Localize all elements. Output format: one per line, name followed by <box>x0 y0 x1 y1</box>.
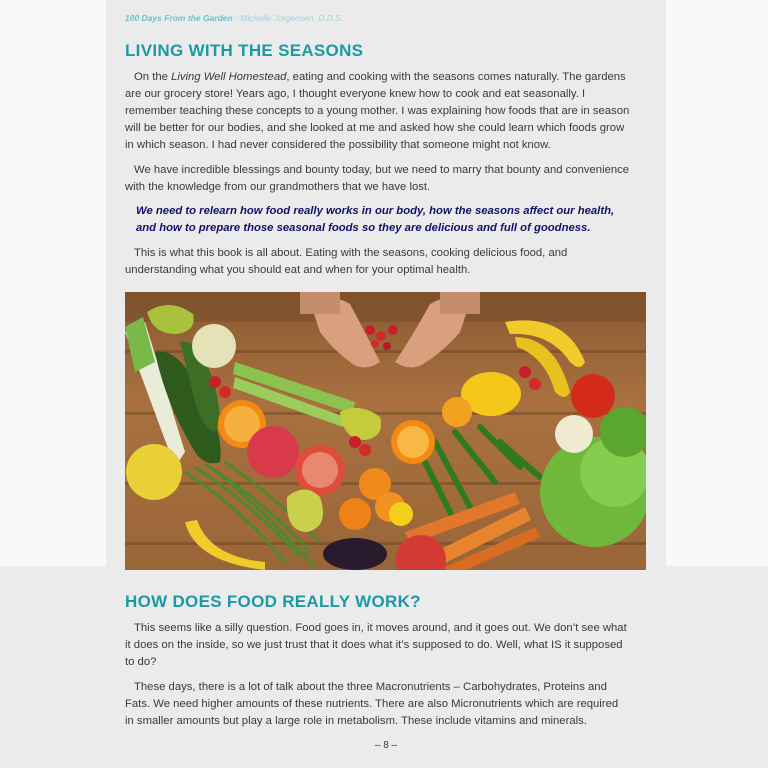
section-heading-seasons: LIVING WITH THE SEASONS <box>125 41 364 60</box>
lime <box>389 502 413 526</box>
book-title: 100 Days From the Garden <box>125 13 233 23</box>
paragraph-book-purpose: This is what this book is all about. Eating with the seasons, cooking delicious food, and understanding what you should eat and when for your optimal health. <box>125 247 568 276</box>
lettuce <box>540 407 646 547</box>
author-name: Michelle Jorgensen, D.D.S. <box>240 13 344 23</box>
vegetables-photo <box>125 292 646 570</box>
book-page <box>106 0 666 768</box>
page-number: – 8 – <box>374 740 398 751</box>
tomato <box>571 374 615 418</box>
running-head <box>125 13 343 23</box>
section-heading-food-work: HOW DOES FOOD REALLY WORK? <box>125 592 421 611</box>
eggplant <box>323 538 387 570</box>
running-head-separator: · <box>235 13 238 23</box>
callout-quote: We need to relearn how food really works in our body, how the seasons affect our health, and how to prepare those seasonal foods so they are delicious and full of goodness. <box>136 205 615 234</box>
paragraph-bounty: We have incredible blessings and bounty today, but we need to marry that bounty and convenience with the knowledge from our grandmothers that we have lost. <box>125 164 630 193</box>
paragraph-macronutrients: These days, there is a lot of talk about the three Macronutrients – Carbohydrates, Proteins and Fats. We need higher amounts of these nutrients. There are also Micronutrients which are required in smaller amounts but play a large role in metabolism. These include vitamins and minerals. <box>125 681 619 727</box>
paragraph-silly-question: This seems like a silly question. Food goes in, it moves around, and it goes out. We don’t see what it does on the inside, so we just trust that it does what it’s supposed to do. Well, what IS it supposed to do? <box>125 622 627 668</box>
paragraph-intro: On the Living Well Homestead, eating and cooking with the seasons comes naturally. The gardens are our grocery store! Years ago, I thought everyone knew how to cook and eat seasonally. I remember teaching these concepts to a young mother. I was explaining how foods that are in season will be better for our bodies, and she looked at me and asked how she could learn which foods grow in which season. I had never considered the possibility that someone might not know. <box>125 71 630 151</box>
homestead-name: Living Well Homestead <box>171 71 287 83</box>
